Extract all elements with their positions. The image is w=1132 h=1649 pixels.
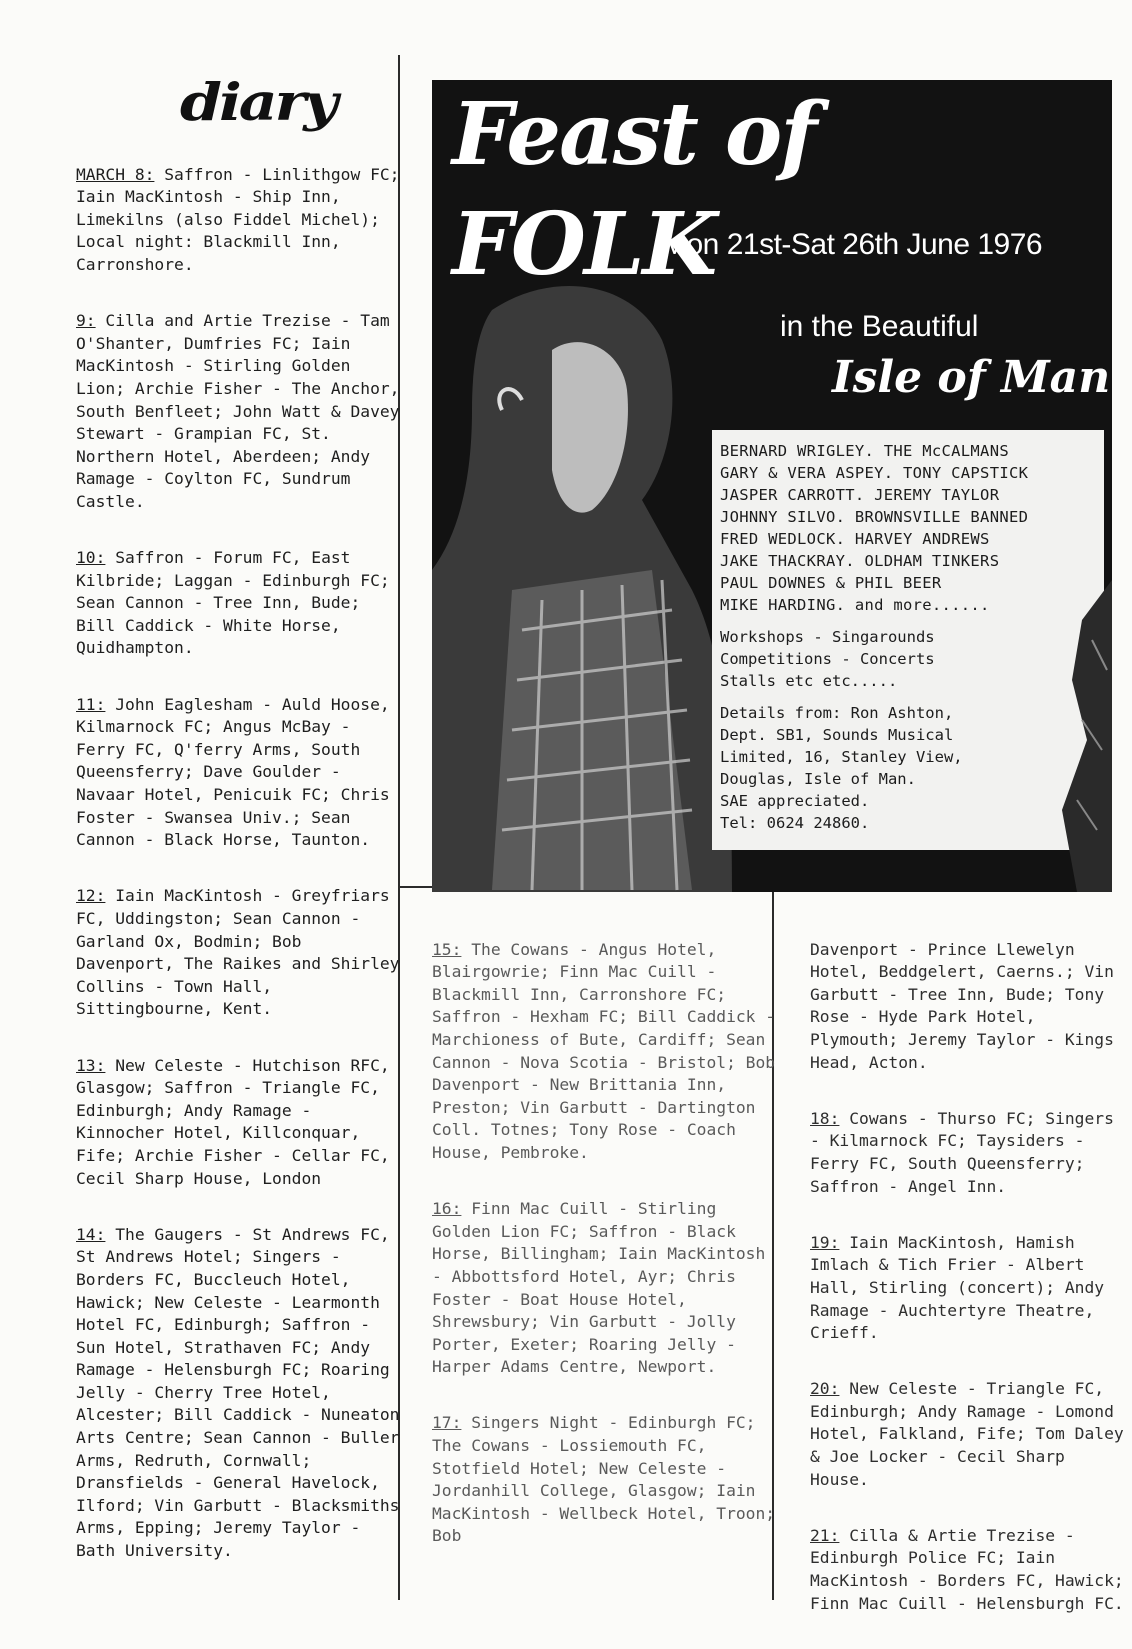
ad-performers: BERNARD WRIGLEY. THE McCALMANS GARY & VERA ASPEY. TONY CAPSTICK JASPER CARROTT. JEREMY TAYLOR JOHNNY SILVO. BROWNSVILLE BANNED FRED WEDLOCK. HARVEY ANDREWS JAKE THACKRAY. OLDHAM TINKERS PAUL DOWNES & PHIL BEER MIKE HARDING. and more...... [720, 442, 1029, 614]
ad-info-box [712, 430, 1104, 850]
entry-text: Cilla & Artie Trezise - Edinburgh Police FC; Iain MacKintosh - Borders FC, Hawick; Finn Mac Cuill - Helensburgh FC. [810, 1525, 1124, 1613]
entry-date: 20: [810, 1379, 840, 1399]
entry-date: 10: [76, 548, 106, 568]
diary-entry [810, 1232, 1132, 1345]
entry-text: John Eaglesham - Auld Hoose, Kilmarnock FC; Angus McBay - Ferry FC, Q'ferry Arms, South Queensferry; Dave Goulder - Navaar Hotel, Penicuik FC; Chris Foster - Swansea Univ.; Sean Cannon - Black Horse, Taunton. [76, 694, 390, 850]
entry-text: Cowans - Thurso FC; Singers - Kilmarnock FC; Taysiders - Ferry FC, South Queensferry; Saffron - Angel Inn. [810, 1108, 1114, 1196]
entry-text: New Celeste - Triangle FC, Edinburgh; Andy Ramage - Lomond Hotel, Falkland, Fife; Tom Daley & Joe Locker - Cecil Sharp House. [810, 1379, 1124, 1489]
diary-entry [810, 1108, 1132, 1198]
entry-date: 15: [432, 939, 462, 959]
ad-extras: Workshops - Singarounds Competitions - Concerts Stalls etc etc..... [720, 628, 935, 690]
entry-text: Finn Mac Cuill - Stirling Golden Lion FC; Saffron - Black Horse, Billingham; Iain MacKintosh - Abbottsford Hotel, Ayr; Chris Foster - Boat House Hotel, Shrewsbury; Vin Garbutt - Jolly Porter, Exeter; Roaring Jelly - Harper Adams Centre, Newport. [432, 1199, 766, 1377]
feast-of-folk-advert [432, 80, 1112, 892]
ad-details: Details from: Ron Ashton, Dept. SB1, Sounds Musical Limited, 16, Stanley View, Douglas, Isle of Man. SAE appreciated. Tel: 0624 24860. [720, 704, 963, 832]
entry-text: Iain MacKintosh - Greyfriars FC, Uddingston; Sean Cannon - Garland Ox, Bodmin; Bob Davenport, The Raikes and Shirley Collins - Town Hall, Sittingbourne, Kent. [76, 886, 400, 1019]
entry-text: Cilla and Artie Trezise - Tam O'Shanter, Dumfries FC; Iain MacKintosh - Stirling Golden Lion; Archie Fisher - The Anchor, South Benfleet; John Watt & Davey Stewart - Grampian FC, St. Northern Hotel, Aberdeen; Andy Ramage - Coylton FC, Sundrum Castle. [76, 311, 400, 511]
diary-entry [76, 164, 404, 277]
diary-entry [432, 1198, 782, 1379]
diary-column-3 [810, 916, 1132, 1649]
entry-date: 19: [810, 1232, 840, 1252]
entry-date: 17: [432, 1413, 462, 1433]
entry-text: Iain MacKintosh, Hamish Imlach & Tich Frier - Albert Hall, Stirling (concert); Andy Ramage - Auchtertyre Theatre, Crieff. [810, 1232, 1105, 1343]
entry-text: Davenport - Prince Llewelyn Hotel, Beddgelert, Caerns.; Vin Garbutt - Tree Inn, Bude; Tony Rose - Hyde Park Hotel, Plymouth; Jeremy Taylor - Kings Head, Acton. [810, 939, 1114, 1072]
diary-entry [76, 1224, 404, 1563]
ad-title: Feast of FOLK [452, 84, 816, 295]
entry-text: Saffron - Forum FC, East Kilbride; Laggan - Edinburgh FC; Sean Cannon - Tree Inn, Bude; Bill Caddick - White Horse, Quidhampton. [76, 548, 390, 658]
diary-column-2 [432, 916, 782, 1582]
diary-entry [810, 1525, 1132, 1615]
entry-date: 21: [810, 1525, 840, 1545]
entry-text: The Cowans - Angus Hotel, Blairgowrie; Finn Mac Cuill - Blackmill Inn, Carronshore FC; Saffron - Hexham FC; Bill Caddick - Marchioness of Bute, Cardiff; Sean Cannon - Nova Scotia - Bristol; Bob Davenport - New Brittania Inn, Preston; Vin Garbutt - Dartington Coll. Totnes; Tony Rose - Coach House, Pembroke. [432, 939, 776, 1162]
diary-column-1 [76, 141, 404, 1596]
folk-singer-illustration [432, 270, 732, 892]
entry-text: The Gaugers - St Andrews FC, St Andrews Hotel; Singers - Borders FC, Buccleuch Hotel, Hawick; New Celeste - Learmonth Hotel FC, Edinburgh; Saffron - Sun Hotel, Strathaven FC; Andy Ramage - Helensburgh FC; Roaring Jelly - Cherry Tree Hotel, Alcester; Bill Caddick - Nuneaton Arts Centre; Sean Cannon - Buller Arms, Redruth, Cornwall; Dransfields - General Havelock, Ilford; Vin Garbutt - Blacksmiths Arms, Epping; Jeremy Taylor - Bath University. [76, 1224, 400, 1561]
diary-entry [76, 1055, 404, 1191]
diary-entry [76, 310, 404, 513]
entry-date: 13: [76, 1055, 106, 1075]
entry-date: 18: [810, 1108, 840, 1128]
entry-date: 14: [76, 1224, 106, 1244]
diary-entry [76, 547, 404, 660]
ad-dates: Mon 21st-Sat 26th June 1976 [662, 228, 1043, 261]
entry-date: 12: [76, 886, 106, 906]
entry-date: MARCH 8: [76, 164, 155, 184]
diary-heading: diary [180, 73, 336, 133]
ad-tagline: in the Beautiful [780, 310, 979, 343]
diary-entry [76, 694, 404, 852]
diary-entry [810, 1378, 1132, 1491]
entry-date: 16: [432, 1199, 462, 1219]
entry-date: 9: [76, 311, 96, 331]
entry-text: Saffron - Linlithgow FC; Iain MacKintosh - Ship Inn, Limekilns (also Fiddel Michel); Local night: Blackmill Inn, Carronshore. [76, 164, 400, 274]
diary-entry [432, 1412, 782, 1548]
diary-entry-continued [810, 939, 1132, 1075]
entry-text: Singers Night - Edinburgh FC; The Cowans - Lossiemouth FC, Stotfield Hotel; New Celeste - Jordanhill College, Glasgow; Iain MacKintosh - Wellbeck Hotel, Troon; Bob [432, 1413, 776, 1546]
entry-date: 11: [76, 694, 106, 714]
diary-entry [432, 939, 782, 1165]
entry-text: New Celeste - Hutchison RFC, Glasgow; Saffron - Triangle FC, Edinburgh; Andy Ramage - Kinnocher Hotel, Killconquar, Fife; Archie Fisher - Cellar FC, Cecil Sharp House, London [76, 1055, 390, 1188]
ad-place: Isle of Man [832, 352, 1111, 403]
diary-entry [76, 885, 404, 1021]
rock-illustration [1052, 580, 1112, 892]
